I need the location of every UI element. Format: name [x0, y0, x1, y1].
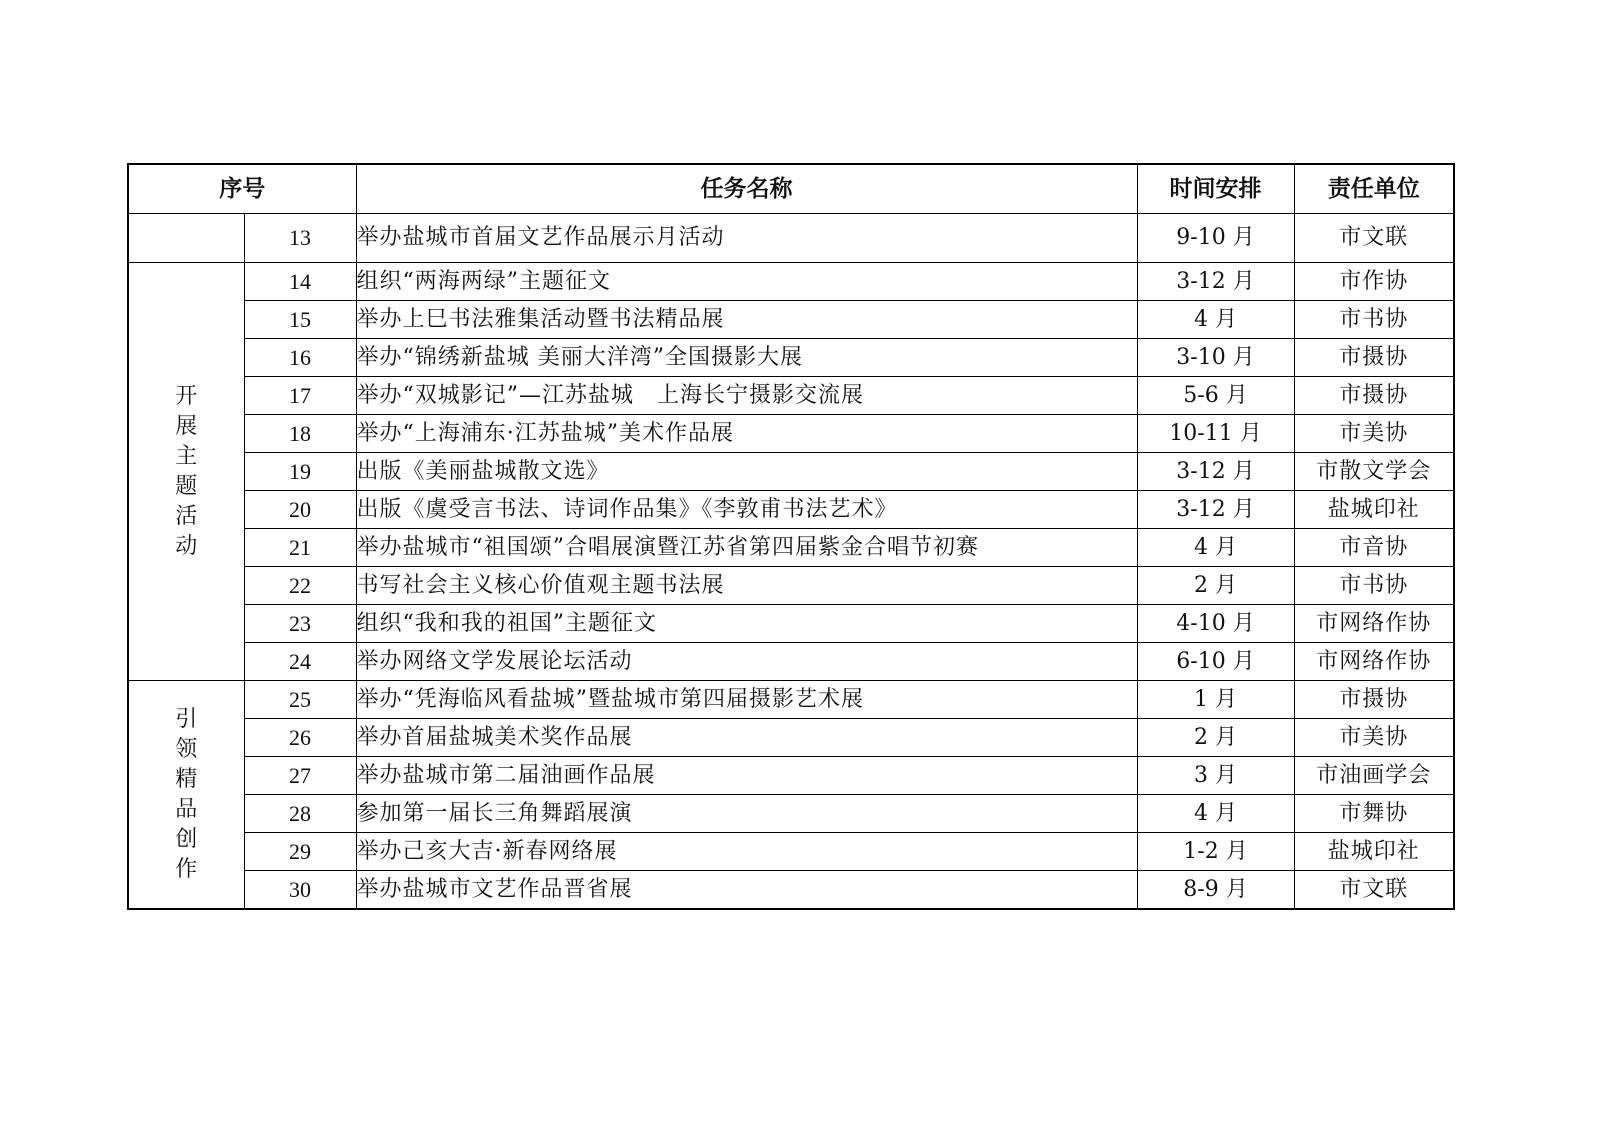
task-unit: 市作协 [1294, 263, 1454, 301]
task-table-page [127, 163, 1453, 910]
task-unit: 市文联 [1294, 214, 1454, 263]
row-number: 14 [244, 263, 356, 301]
task-time: 4 月 [1137, 301, 1294, 339]
row-number: 29 [244, 833, 356, 871]
task-unit: 市网络作协 [1294, 643, 1454, 681]
task-name: 出版《美丽盐城散文选》 [356, 453, 1137, 491]
table-row [128, 214, 1454, 263]
row-number: 24 [244, 643, 356, 681]
table-row [128, 871, 1454, 910]
task-unit: 市音协 [1294, 529, 1454, 567]
task-unit: 市舞协 [1294, 795, 1454, 833]
row-number: 19 [244, 453, 356, 491]
task-time: 3-10 月 [1137, 339, 1294, 377]
task-unit: 市文联 [1294, 871, 1454, 910]
table-row [128, 643, 1454, 681]
task-unit: 市美协 [1294, 719, 1454, 757]
task-time: 1-2 月 [1137, 833, 1294, 871]
table-row [128, 301, 1454, 339]
task-time: 4 月 [1137, 795, 1294, 833]
row-number: 16 [244, 339, 356, 377]
table-row [128, 719, 1454, 757]
table-row [128, 567, 1454, 605]
table-row [128, 529, 1454, 567]
task-name: 举办上巳书法雅集活动暨书法精品展 [356, 301, 1137, 339]
task-unit: 市摄协 [1294, 339, 1454, 377]
row-number: 15 [244, 301, 356, 339]
header-time: 时间安排 [1137, 164, 1294, 214]
task-time: 5-6 月 [1137, 377, 1294, 415]
group-cell-quality [128, 681, 244, 910]
table-row [128, 453, 1454, 491]
row-number: 21 [244, 529, 356, 567]
group-label-quality: 引领精品创作 [175, 706, 198, 882]
task-time: 2 月 [1137, 719, 1294, 757]
row-number: 27 [244, 757, 356, 795]
table-row [128, 491, 1454, 529]
task-name: 参加第一届长三角舞蹈展演 [356, 795, 1137, 833]
task-name: 举办“凭海临风看盐城”暨盐城市第四届摄影艺术展 [356, 681, 1137, 719]
task-time: 6-10 月 [1137, 643, 1294, 681]
row-number: 28 [244, 795, 356, 833]
task-table [127, 163, 1455, 910]
table-row [128, 833, 1454, 871]
table-row [128, 757, 1454, 795]
task-name: 举办盐城市文艺作品晋省展 [356, 871, 1137, 910]
table-row [128, 339, 1454, 377]
table-row [128, 377, 1454, 415]
task-time: 4-10 月 [1137, 605, 1294, 643]
task-time: 10-11 月 [1137, 415, 1294, 453]
task-unit: 市摄协 [1294, 377, 1454, 415]
task-name: 举办己亥大吉·新春网络展 [356, 833, 1137, 871]
task-name: 举办“锦绣新盐城 美丽大洋湾”全国摄影大展 [356, 339, 1137, 377]
task-time: 3 月 [1137, 757, 1294, 795]
header-unit: 责任单位 [1294, 164, 1454, 214]
row-number: 23 [244, 605, 356, 643]
header-task: 任务名称 [356, 164, 1137, 214]
task-name: 组织“我和我的祖国”主题征文 [356, 605, 1137, 643]
group-cell-theme [128, 263, 244, 681]
row-number: 13 [244, 214, 356, 263]
task-name: 举办“双城影记”—江苏盐城 上海长宁摄影交流展 [356, 377, 1137, 415]
task-unit: 市网络作协 [1294, 605, 1454, 643]
header-seq: 序号 [128, 164, 356, 214]
task-name: 举办盐城市“祖国颂”合唱展演暨江苏省第四届紫金合唱节初赛 [356, 529, 1137, 567]
task-name: 举办“上海浦东·江苏盐城”美术作品展 [356, 415, 1137, 453]
task-unit: 市油画学会 [1294, 757, 1454, 795]
task-time: 3-12 月 [1137, 491, 1294, 529]
task-unit: 市散文学会 [1294, 453, 1454, 491]
task-time: 4 月 [1137, 529, 1294, 567]
row-number: 20 [244, 491, 356, 529]
task-unit: 市书协 [1294, 567, 1454, 605]
task-name: 出版《虞受言书法、诗词作品集》《李敦甫书法艺术》 [356, 491, 1137, 529]
table-row [128, 263, 1454, 301]
task-time: 1 月 [1137, 681, 1294, 719]
row-number: 25 [244, 681, 356, 719]
task-unit: 盐城印社 [1294, 833, 1454, 871]
table-row [128, 681, 1454, 719]
table-body [128, 214, 1454, 910]
row-number: 26 [244, 719, 356, 757]
task-time: 2 月 [1137, 567, 1294, 605]
row-number: 18 [244, 415, 356, 453]
group-label-theme: 开展主题活动 [175, 383, 198, 559]
row-number: 30 [244, 871, 356, 910]
row-number: 22 [244, 567, 356, 605]
table-row [128, 605, 1454, 643]
task-name: 举办首届盐城美术奖作品展 [356, 719, 1137, 757]
table-row [128, 415, 1454, 453]
task-time: 3-12 月 [1137, 453, 1294, 491]
task-name: 举办网络文学发展论坛活动 [356, 643, 1137, 681]
header-row [128, 164, 1454, 214]
task-time: 9-10 月 [1137, 214, 1294, 263]
table-row [128, 795, 1454, 833]
task-unit: 市摄协 [1294, 681, 1454, 719]
group-cell-empty [128, 214, 244, 263]
row-number: 17 [244, 377, 356, 415]
task-name: 举办盐城市首届文艺作品展示月活动 [356, 214, 1137, 263]
task-name: 举办盐城市第二届油画作品展 [356, 757, 1137, 795]
task-time: 8-9 月 [1137, 871, 1294, 910]
task-name: 组织“两海两绿”主题征文 [356, 263, 1137, 301]
task-name: 书写社会主义核心价值观主题书法展 [356, 567, 1137, 605]
task-unit: 市美协 [1294, 415, 1454, 453]
task-unit: 市书协 [1294, 301, 1454, 339]
task-unit: 盐城印社 [1294, 491, 1454, 529]
task-time: 3-12 月 [1137, 263, 1294, 301]
